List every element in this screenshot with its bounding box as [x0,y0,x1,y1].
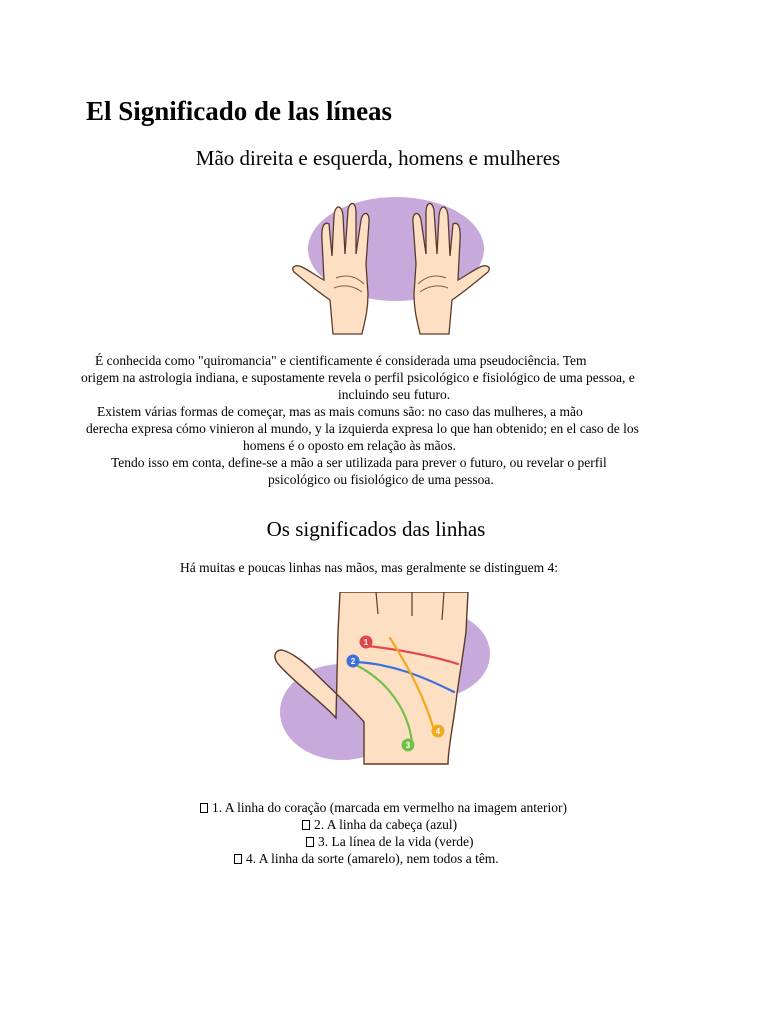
marker-1-label: 1 [363,638,369,647]
bullet-icon [234,854,242,864]
list-item-text: 3. La línea de la vida (verde) [318,834,474,849]
two-hands-illustration [288,194,494,338]
bullet-icon [306,837,314,847]
list-item-text: 1. A linha do coração (marcada em vermelho na imagem anterior) [212,800,567,815]
marker-2-label: 2 [350,657,356,666]
paragraph-line: Existem várias formas de começar, mas as mais comuns são: no caso das mulheres, a mão [97,404,583,419]
list-item-text: 2. A linha da cabeça (azul) [314,817,458,832]
palm-lines-illustration [272,592,492,768]
list-item [200,799,567,816]
marker-3-label: 3 [405,741,411,750]
section-title: Os significados das linhas [266,517,486,541]
page-title: El Significado de las líneas [86,96,393,126]
bullet-icon [200,803,208,813]
paragraph-line: psicológico ou fisiológico de uma pessoa. [268,472,494,487]
paragraph-line: É conhecida como "quiromancia" e cientificamente é considerada uma pseudociência. Tem [95,353,587,368]
list-item [306,833,474,850]
page-subtitle: Mão direita e esquerda, homens e mulheres [195,146,561,170]
paragraph-line: derecha expresa cómo vinieron al mundo, y la izquierda expresa lo que han obtenido; en el caso de los [86,421,639,436]
intro-sentence: Há muitas e poucas linhas nas mãos, mas geralmente se distinguem 4: [180,560,558,575]
paragraph-line: Tendo isso em conta, define-se a mão a ser utilizada para prever o futuro, ou revelar o perfil [111,455,607,470]
paragraph-line: homens é o oposto em relação às mãos. [243,438,456,453]
paragraph-line: incluindo seu futuro. [338,387,451,402]
list-item [234,850,499,867]
marker-4-label: 4 [435,727,441,736]
paragraph-line: origem na astrologia indiana, e supostamente revela o perfil psicológico e fisiológico de uma pessoa, e [81,370,635,385]
list-item [302,816,457,833]
list-item-text: 4. A linha da sorte (amarelo), nem todos a têm. [246,851,499,866]
bullet-icon [302,820,310,830]
